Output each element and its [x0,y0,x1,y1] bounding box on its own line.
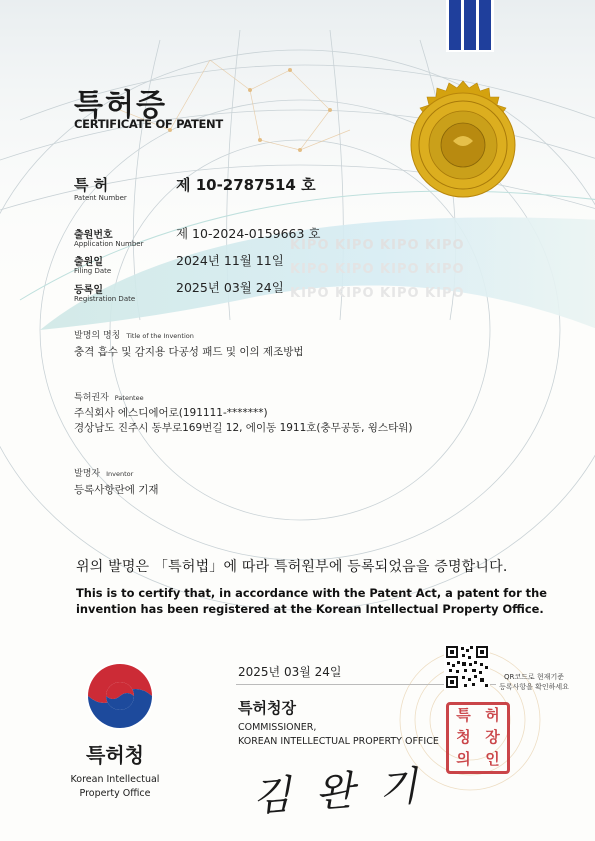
registration-date-label-en: Registration Date [74,295,136,303]
seal-char: 청 [456,728,471,746]
issue-date: 2025년 03월 24일 [238,665,342,679]
certificate-subtitle: CERTIFICATE OF PATENT [74,117,223,131]
organization-name-en-line2: Property Office [79,788,151,799]
seal-char: 허 [485,706,500,724]
application-number-label: 출원번호 [74,230,113,241]
invention-label-ko: 발명의 명칭 [74,331,121,341]
inventor-label-ko: 발명자 [74,469,101,479]
seal-char: 장 [485,728,500,746]
commissioner-title-ko: 특허청장 [238,699,296,717]
application-number-value: 제 10-2024-0159663 호 [176,226,321,241]
commissioner-title-en [238,721,439,749]
inventor-label [74,466,133,479]
patentee-address: 경상남도 진주시 동부로169번길 12, 에이동 1911호(충무공동, 윙스타워) [74,422,413,434]
filing-date-label: 출원일 [74,257,103,268]
organization-name-en-line1: Korean Intellectual [70,774,160,785]
patentee-label [74,390,144,403]
qr-note-line2: 등록사항을 확인하세요 [499,683,569,691]
kipo-logo-icon [84,660,156,732]
commissioner-title-en-line2: KOREAN INTELLECTUAL PROPERTY OFFICE [238,736,439,747]
patentee-label-ko: 특허권자 [74,393,109,403]
organization-name-en [50,773,180,801]
invention-label [74,328,194,341]
kipo-watermark: KIPO KIPO KIPO KIPO [290,286,465,301]
filing-date-label-en: Filing Date [74,267,112,275]
qr-note-line1: QR코드로 현재기준 [504,673,564,681]
qr-note [494,672,574,692]
invention-label-en: Title of the Invention [126,332,194,340]
kipo-watermark: KIPO KIPO KIPO KIPO [290,262,465,277]
patentee-name: 주식회사 에스디에어로(191111-*******) [74,407,268,419]
official-seal-stamp [446,702,510,774]
patentee-label-en: Patentee [114,394,144,402]
registration-date-label: 등록일 [74,285,103,296]
qr-code-icon[interactable] [444,644,490,690]
inventor-value: 등록사항란에 기재 [74,484,159,496]
certification-statement-en: This is to certify that, in accordance with the Patent Act, a patent for the invention has been registered at the Korean Intellectual Property Office. [76,586,547,616]
commissioner-signature: 김 완 기 [250,763,425,821]
commissioner-title-en-line1: COMMISSIONER, [238,722,317,733]
invention-title-value: 충격 흡수 및 감지용 다공성 패드 및 이의 제조방법 [74,346,304,358]
filing-date-value: 2024년 11월 11일 [176,253,284,268]
patent-number-label: 특 허 [74,176,109,194]
seal-char: 인 [485,750,500,768]
patent-number-value: 제 10-2787514 호 [176,176,316,194]
ribbon [446,0,494,52]
application-number-label-en: Application Number [74,240,144,248]
registration-date-value: 2025년 03월 24일 [176,280,284,295]
seal-char: 의 [456,750,471,768]
seal-char: 특 [456,706,471,724]
kipo-watermark: KIPO KIPO KIPO KIPO [290,238,465,253]
patent-number-label-en: Patent Number [74,194,127,202]
certificate-title: 특허증 [74,88,167,123]
inventor-label-en: Inventor [106,470,134,478]
certification-statement-ko: 위의 발명은 「특허법」에 따라 특허원부에 등록되었음을 증명합니다. [76,559,508,575]
organization-name-ko: 특허청 [86,743,144,767]
